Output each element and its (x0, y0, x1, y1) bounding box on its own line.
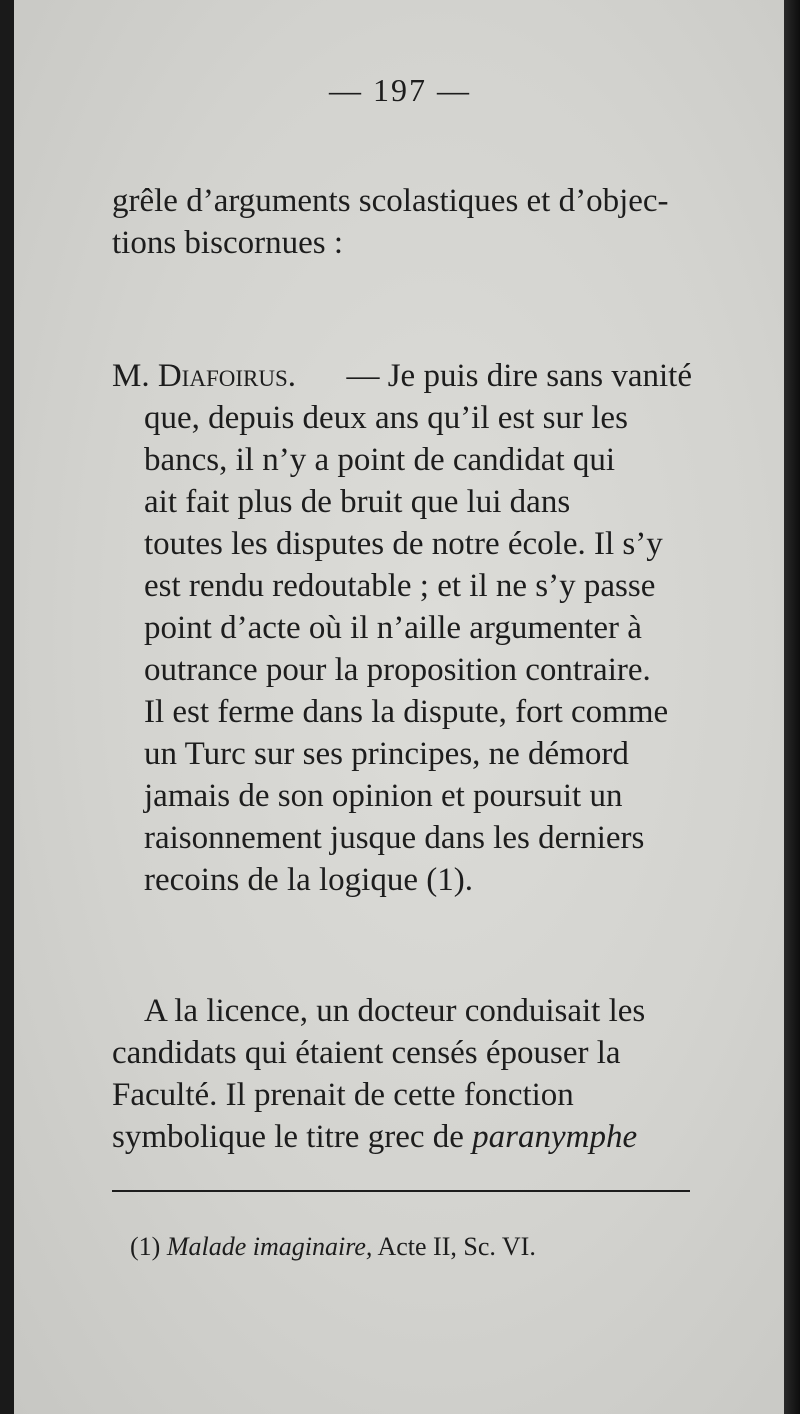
footnote-marker: (1) (130, 1232, 167, 1261)
speech-line: jamais de son opinion et poursuit un (144, 778, 623, 814)
speech-first-line-rest: — Je puis dire sans vanité (346, 358, 692, 394)
paragraph-line: candidats qui étaient censés épouser la (112, 1035, 621, 1071)
speech-line: toutes les disputes de notre école. Il s’y (144, 526, 663, 562)
speech-line: bancs, il n’y a point de candidat qui (144, 442, 616, 478)
paragraph-line-last (112, 1116, 692, 1158)
speech-body (144, 397, 692, 901)
speech-line: un Turc sur ses principes, ne démord (144, 736, 629, 772)
main-paragraph (112, 990, 692, 1158)
text-line: tions biscornues : (112, 225, 343, 261)
speech-line: ait fait plus de bruit que lui dans (144, 484, 571, 520)
opening-text (112, 180, 692, 264)
page-edge-shadow (784, 0, 800, 1414)
text-line (112, 180, 692, 222)
paragraph-line: A la licence, un docteur conduisait les (144, 993, 646, 1029)
paragraph-line-italic: paranymphe (472, 1119, 638, 1155)
speech-first-line (112, 355, 692, 397)
footnote (130, 1232, 536, 1262)
speech-block (112, 355, 692, 397)
page-number: — 197 — (329, 72, 471, 108)
speech-line: point d’acte où il n’aille argumenter à (144, 610, 642, 646)
footnote-reference: Acte II, Sc. VI. (372, 1232, 536, 1261)
speech-line: outrance pour la proposition contraire. (144, 652, 651, 688)
footnote-rule (112, 1190, 690, 1192)
paragraph-line-roman: symbolique le titre grec de (112, 1119, 473, 1155)
speaker-name: M. Diafoirus. (112, 358, 296, 394)
speech-line: que, depuis deux ans qu’il est sur les (144, 400, 628, 436)
paragraph-line: Faculté. Il prenait de cette fonction (112, 1077, 574, 1113)
speech-line: Il est ferme dans la dispute, fort comme (144, 694, 669, 730)
speech-line: raisonnement jusque dans les derniers (144, 820, 645, 856)
speech-line: recoins de la logique (1). (144, 862, 473, 898)
text-line-content: grêle d’arguments scolastiques et d’objec- (112, 183, 669, 219)
speech-line: est rendu redoutable ; et il ne s’y passe (144, 568, 656, 604)
footnote-title: Malade imaginaire, (166, 1232, 373, 1261)
